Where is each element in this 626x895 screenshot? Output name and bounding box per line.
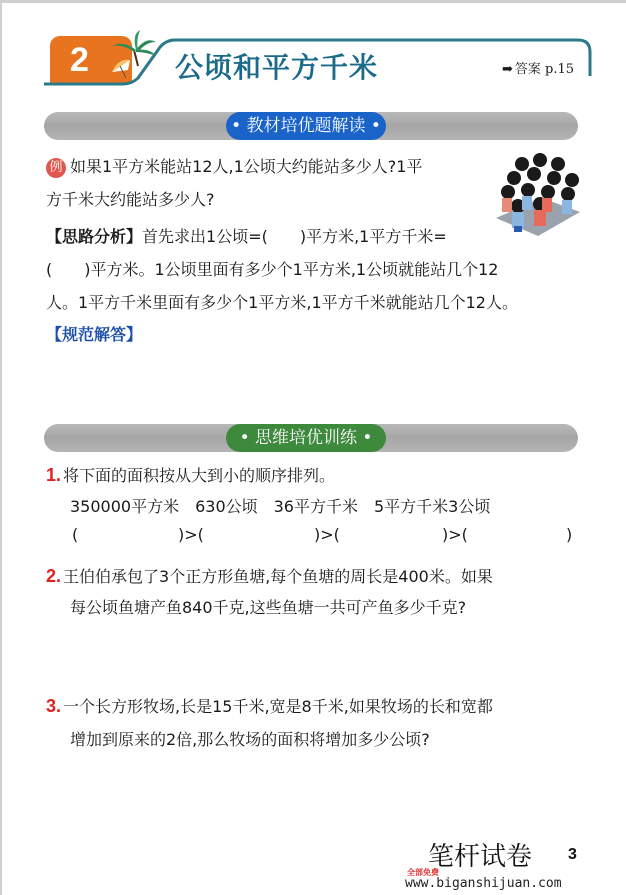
question-text: 将下面的面积按从大到小的顺序排列。 <box>63 466 336 485</box>
analysis-line-2: ( )平方米。1公顷里面有多少个1平方米,1公顷就能站几个12 <box>46 260 499 279</box>
ordering-answer-blanks <box>72 525 577 547</box>
page-number: 3 <box>568 846 577 863</box>
section-banner-training <box>44 424 578 452</box>
question-2-line-2: 每公顷鱼塘产鱼840千克,这些鱼塘一共可产鱼多少千克? <box>70 598 467 617</box>
question-text: 王伯伯承包了3个正方形鱼塘,每个鱼塘的周长是400米。如果 <box>63 567 493 586</box>
section-banner-textbook <box>44 112 578 140</box>
blank-separator: )>( <box>314 525 340 544</box>
blank-close: ) <box>566 525 573 544</box>
question-number: 1. <box>46 465 62 485</box>
standard-answer-label: 【规范解答】 <box>46 325 143 344</box>
question-2-line-1 <box>46 565 493 588</box>
example-text: 如果1平方米能站12人,1公顷大约能站多少人?1平 <box>70 157 423 176</box>
beach-umbrella-icon <box>112 60 130 78</box>
section-title-pill: • 教材培优题解读 • <box>226 112 386 140</box>
chapter-header <box>0 0 626 100</box>
watermark-url: www.biganshijuan.com <box>405 876 562 891</box>
blank-separator: )>( <box>442 525 468 544</box>
analysis-text-1: 首先求出1公顷=( )平方米,1平方千米= <box>142 227 447 246</box>
analysis-label: 【思路分析】 <box>46 227 143 246</box>
page-left-border <box>0 0 2 895</box>
question-number: 3. <box>46 696 62 716</box>
chapter-number: 2 <box>70 41 89 79</box>
question-1 <box>46 464 335 487</box>
analysis-line-1 <box>46 226 447 248</box>
question-3-line-2: 增加到原来的2倍,那么牧场的面积将增加多少公顷? <box>70 730 430 749</box>
example-line-2: 方千米大约能站多少人? <box>46 190 215 209</box>
section-title-pill: • 思维培优训练 • <box>226 424 386 452</box>
analysis-line-3: 人。1平方千米里面有多少个1平方米,1平方千米就能站几个12人。 <box>46 293 518 312</box>
answer-reference <box>502 62 574 78</box>
question-number: 2. <box>46 566 62 586</box>
answer-ref-text: 答案 p.15 <box>514 62 575 77</box>
children-formation-illustration <box>492 150 584 240</box>
question-3-line-1 <box>46 695 493 718</box>
watermark-brand: 笔杆试卷 <box>428 842 533 872</box>
arrow-right-icon: ➡ <box>502 62 513 77</box>
blank-open: ( <box>72 525 79 544</box>
watermark-free-tag: 全部免费 <box>407 868 439 877</box>
example-line-1 <box>46 156 422 178</box>
question-1-items: 350000平方米 630公顷 36平方千米 5平方千米3公顷 <box>70 497 491 516</box>
chapter-title: 公顷和平方千米 <box>175 51 379 84</box>
example-badge: 例 <box>46 158 66 178</box>
question-text: 一个长方形牧场,长是15千米,宽是8千米,如果牧场的长和宽都 <box>63 697 493 716</box>
blank-separator: )>( <box>178 525 204 544</box>
